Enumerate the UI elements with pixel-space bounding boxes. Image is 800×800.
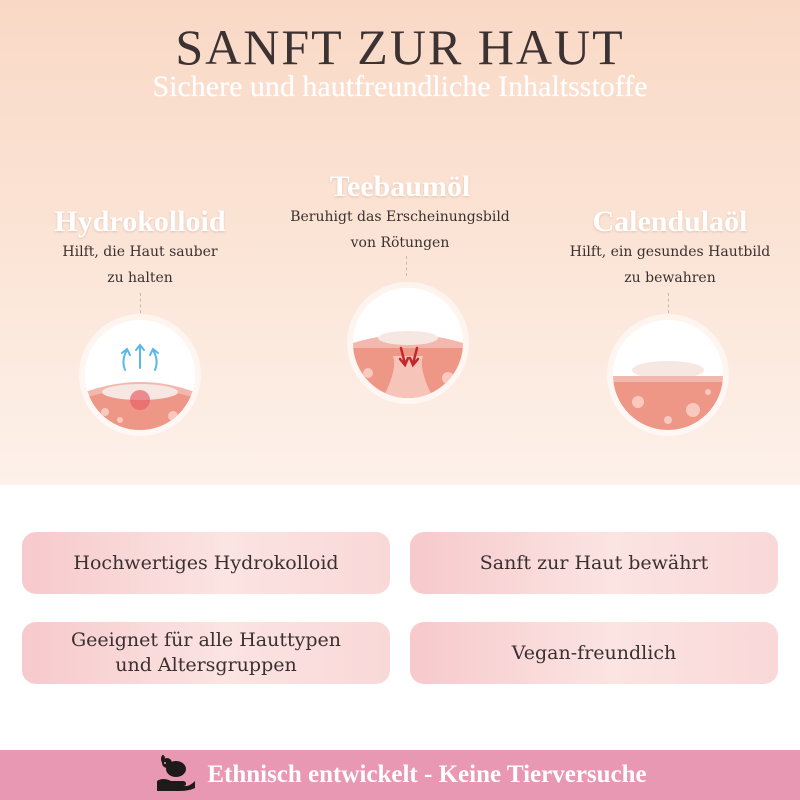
ingredient-calendulaoel: [545, 205, 795, 291]
hydrocolloid-skin-illustration: [85, 320, 195, 430]
footer-banner: [0, 750, 800, 800]
ingredient-description: Hilft, ein gesundes Hautbild zu bewahren: [569, 244, 771, 286]
feature-badge-hydrokolloid: Hochwertiges Hydrokolloid: [22, 532, 390, 594]
ingredient-description: Hilft, die Haut sauber zu halten: [62, 244, 218, 286]
feature-badge-skin-tested: Sanft zur Haut bewährt: [410, 532, 778, 594]
ingredient-name: Calendulaöl: [592, 205, 748, 238]
ingredient-name: Teebaumöl: [329, 170, 471, 203]
calendula-skin-illustration: [613, 320, 723, 430]
hand-with-animal-icon: [153, 755, 197, 795]
page-title: SANFT ZUR HAUT: [175, 19, 625, 75]
footer-text: Ethnisch entwickelt - Keine Tierversuche: [207, 761, 647, 788]
connector-line: [668, 293, 669, 313]
feature-badge-vegan: Vegan-freundlich: [410, 622, 778, 684]
ingredient-hydrokolloid: [20, 205, 260, 291]
connector-line: [406, 256, 407, 276]
teatree-skin-illustration: [353, 288, 463, 398]
connector-line: [140, 293, 141, 313]
ingredient-description: Beruhigt das Erscheinungsbild von Rötungen: [290, 209, 510, 251]
ingredient-name: Hydrokolloid: [54, 205, 226, 238]
ingredient-teebaumoel: [270, 170, 530, 256]
feature-badge-all-skin-types: Geeignet für alle Hauttypen und Altersgruppen: [22, 622, 390, 684]
page-subtitle: Sichere und hautfreundliche Inhaltsstoffe: [152, 70, 648, 103]
